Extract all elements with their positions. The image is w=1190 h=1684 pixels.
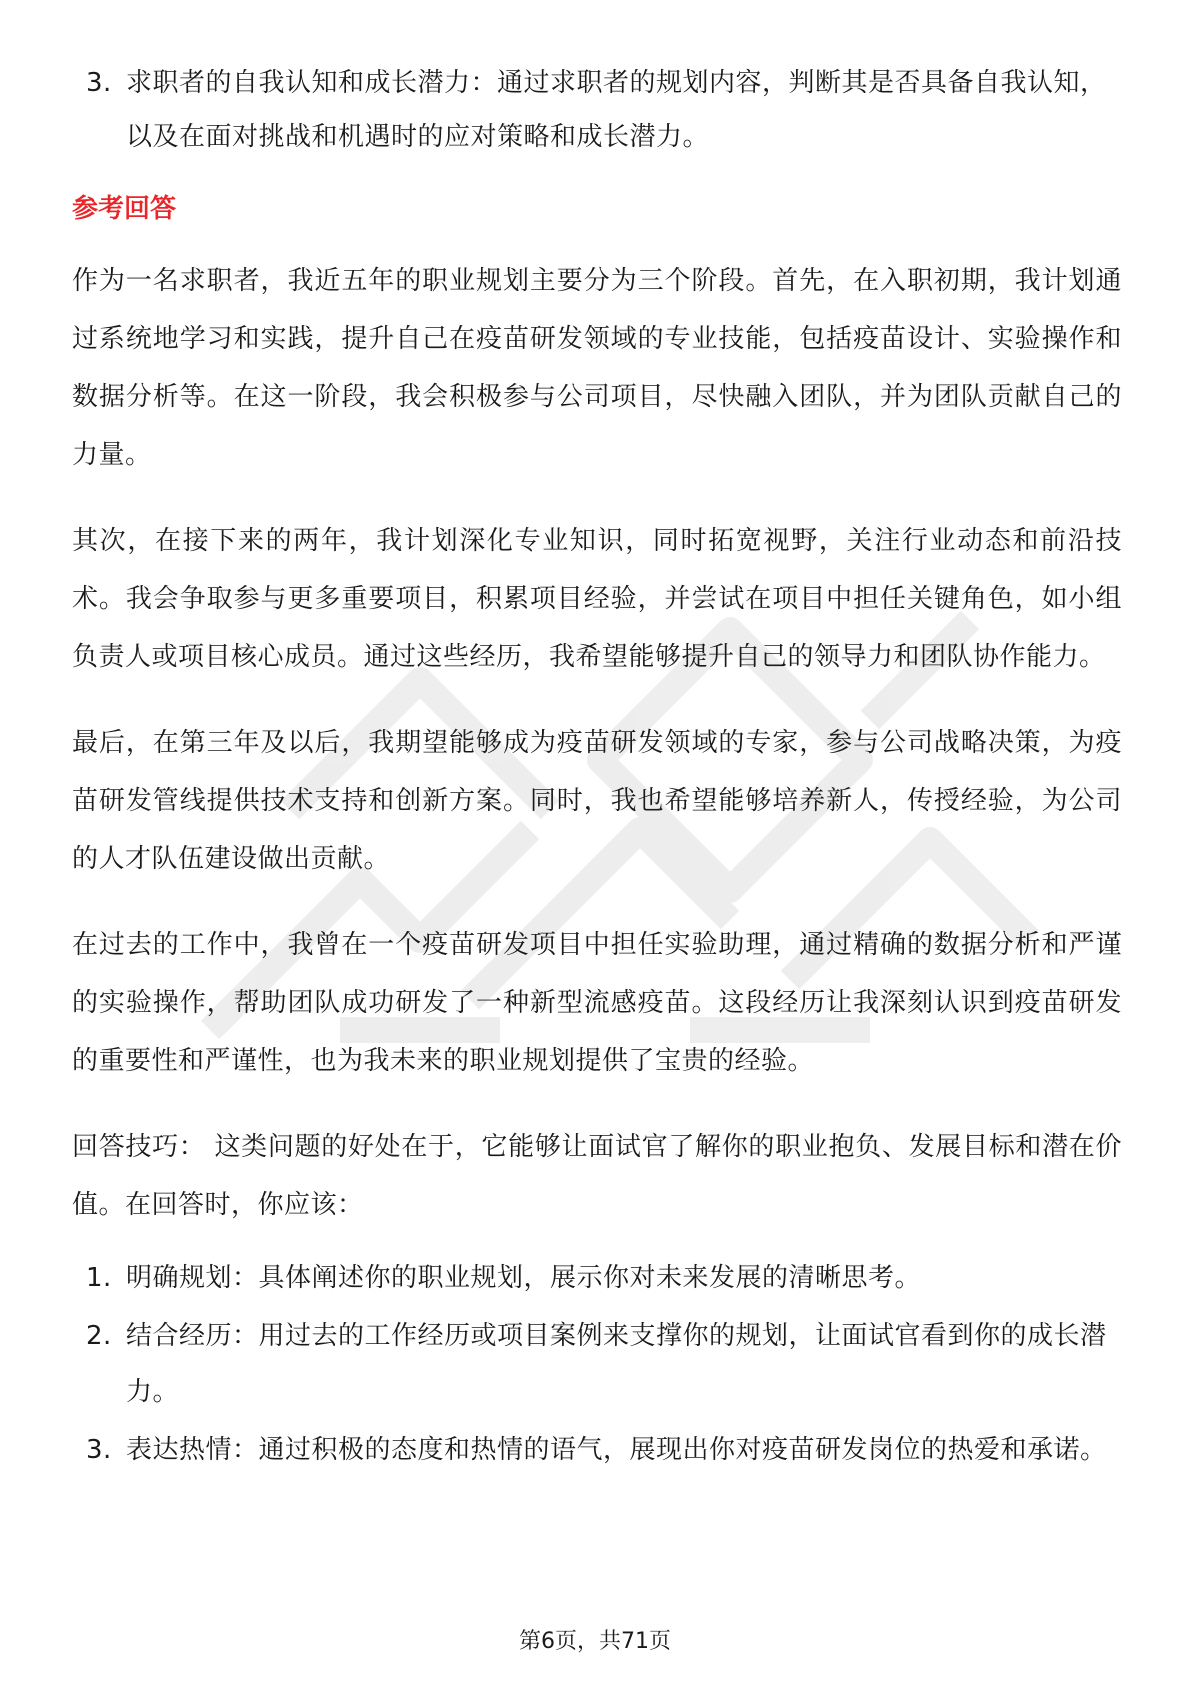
paragraph-stage-one: 作为一名求职者，我近五年的职业规划主要分为三个阶段。首先，在入职初期，我计划通过系统地学习和实践，提升自己在疫苗研发领域的专业技能，包括疫苗设计、实验操作和数据分析等。在这一阶段，我会积极参与公司项目，尽快融入团队，并为团队贡献自己的力量。 xyxy=(72,266,1122,470)
list-number: 3. xyxy=(86,68,112,98)
paragraph-stage-two: 其次，在接下来的两年，我计划深化专业知识，同时拓宽视野，关注行业动态和前沿技术。我会争取参与更多重要项目，积累项目经验，并尝试在项目中担任关键角色，如小组负责人或项目核心成员。通过这些经历，我希望能够提升自己的领导力和团队协作能力。 xyxy=(72,526,1122,672)
tips-list xyxy=(72,1250,1122,1478)
list-item xyxy=(72,56,1122,164)
paragraph-tips-intro: 回答技巧： 这类问题的好处在于，它能够让面试官了解你的职业抱负、发展目标和潜在价值。在回答时，你应该： xyxy=(72,1132,1122,1220)
page-footer: 第6页，共71页 xyxy=(519,1629,671,1654)
paragraph-experience: 在过去的工作中，我曾在一个疫苗研发项目中担任实验助理，通过精确的数据分析和严谨的实验操作，帮助团队成功研发了一种新型流感疫苗。这段经历让我深刻认识到疫苗研发的重要性和严谨性，也为我未来的职业规划提供了宝贵的经验。 xyxy=(72,930,1122,1076)
section-heading: 参考回答 xyxy=(72,194,177,224)
content-area xyxy=(72,56,1122,1480)
list-item-text: 明确规划：具体阐述你的职业规划，展示你对未来发展的清晰思考。 xyxy=(126,1263,922,1293)
list-item xyxy=(72,1422,1122,1478)
list-number: 2. xyxy=(86,1321,112,1351)
list-item xyxy=(72,1250,1122,1306)
list-item-text: 表达热情：通过积极的态度和热情的语气，展现出你对疫苗研发岗位的热爱和承诺。 xyxy=(126,1435,1107,1465)
list-number: 3. xyxy=(86,1435,112,1465)
evaluation-list xyxy=(72,56,1122,164)
paragraph-stage-three: 最后，在第三年及以后，我期望能够成为疫苗研发领域的专家，参与公司战略决策，为疫苗研发管线提供技术支持和创新方案。同时，我也希望能够培养新人，传授经验，为公司的人才队伍建设做出贡献。 xyxy=(72,728,1122,874)
list-item xyxy=(72,1308,1122,1420)
list-number: 1. xyxy=(86,1263,112,1293)
list-item-text: 结合经历：用过去的工作经历或项目案例来支撑你的规划，让面试官看到你的成长潜力。 xyxy=(126,1321,1107,1407)
list-item-text: 求职者的自我认知和成长潜力：通过求职者的规划内容，判断其是否具备自我认知，以及在面对挑战和机遇时的应对策略和成长潜力。 xyxy=(126,68,1107,152)
